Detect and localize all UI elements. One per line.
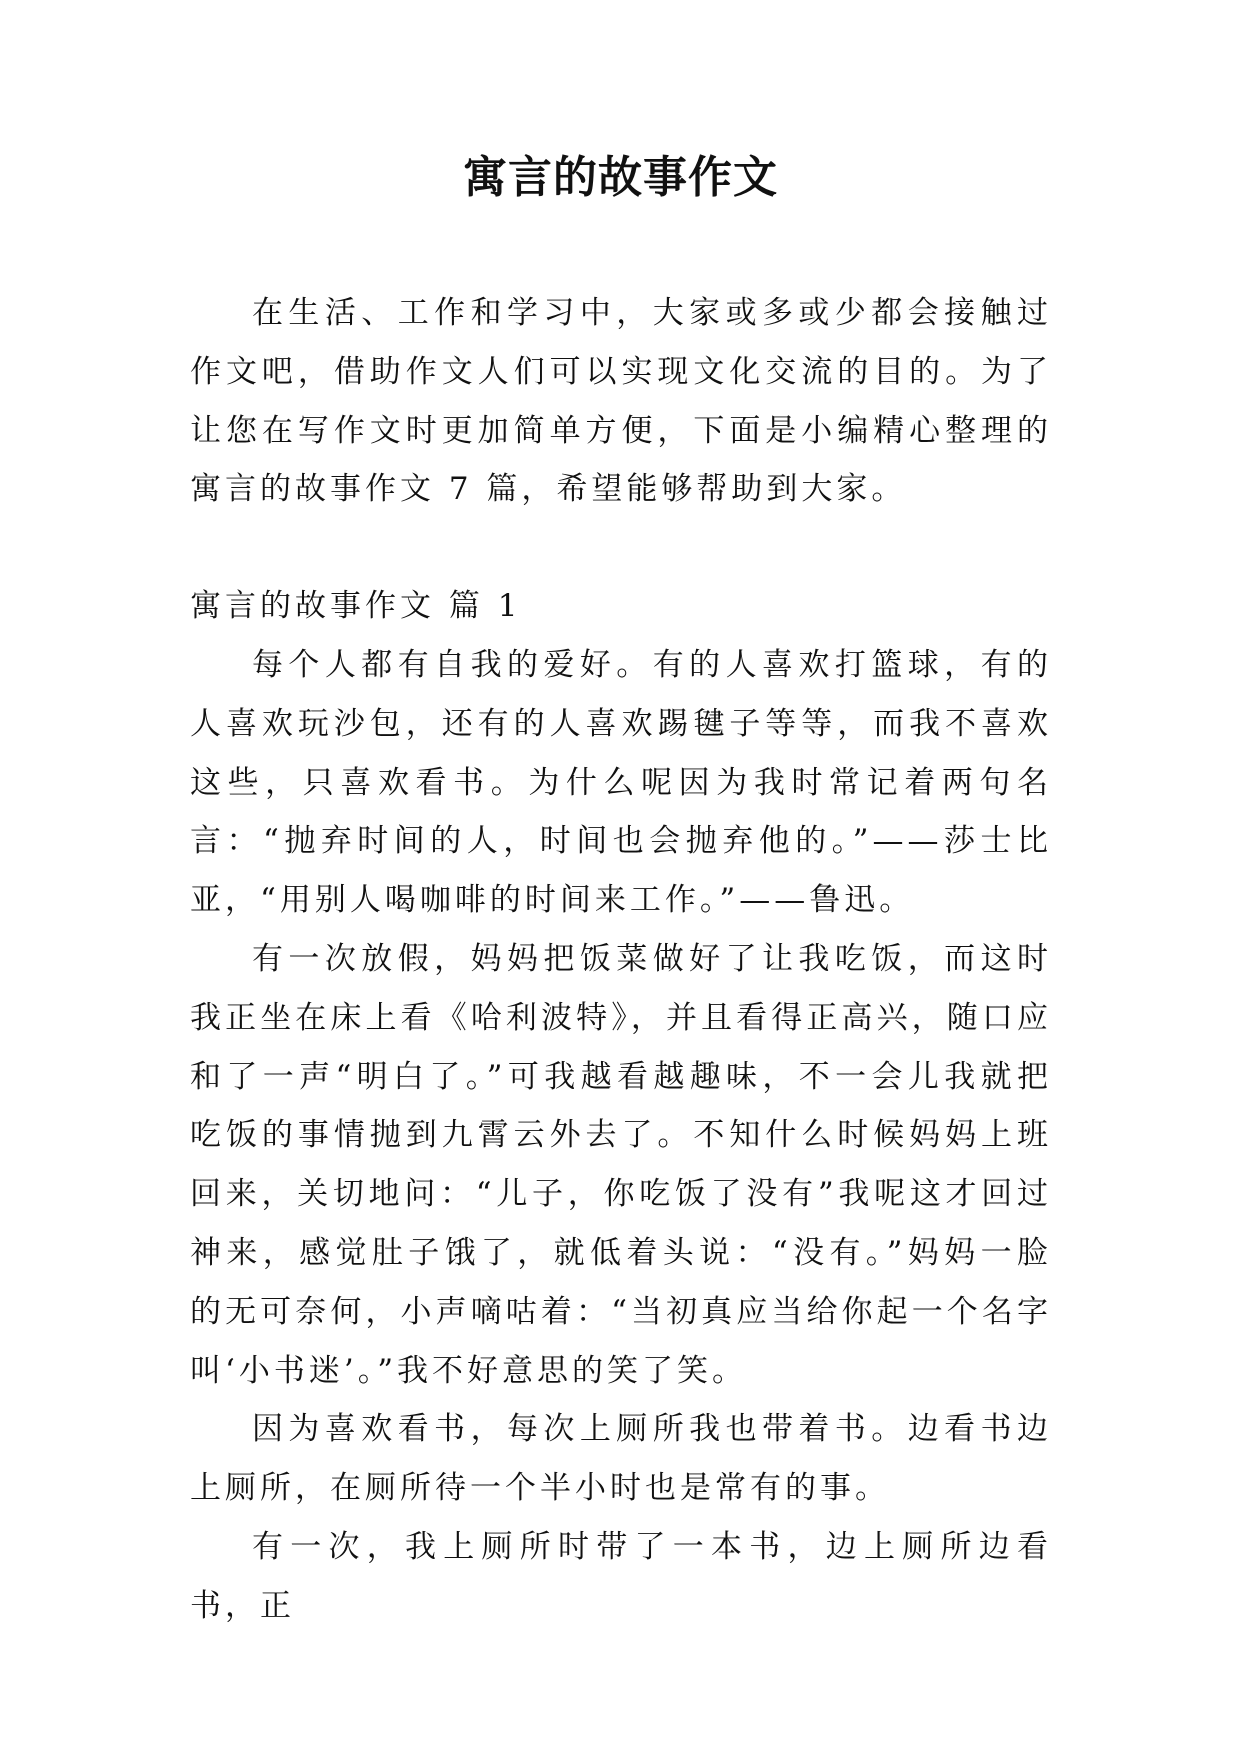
body-paragraph: 有一次，我上厕所时带了一本书，边上厕所边看书，正: [190, 1528, 1052, 1624]
body-paragraph: 有一次放假，妈妈把饭菜做好了让我吃饭，而这时我正坐在床上看《哈利波特》，并且看得正高兴，随口应和了一声“明白了。”可我越看越趣味，不一会儿我就把吃饭的事情抛到九霄云外去了。不知什么时候妈妈上班回来，关切地问：“儿子，你吃饭了没有”我呢这才回过神来，感觉肚子饿了，就低着头说：“没有。”妈妈一脸的无可奈何，小声嘀咕着：“当初真应当给你起一个名字叫‘小书迷’。”我不好意思的笑了笑。: [190, 940, 1052, 1389]
document-body: [190, 284, 1052, 1636]
document-title: 寓言的故事作文: [463, 152, 778, 203]
section-heading: 寓言的故事作文 篇 1: [190, 588, 522, 625]
body-paragraph: 因为喜欢看书，每次上厕所我也带着书。边看书边上厕所，在厕所待一个半小时也是常有的事。: [190, 1411, 1052, 1507]
intro-paragraph: 在生活、工作和学习中，大家或多或少都会接触过作文吧，借助作文人们可以实现文化交流的目的。为了让您在写作文时更加简单方便，下面是小编精心整理的寓言的故事作文 7 篇，希望能够帮助到大家。: [190, 295, 1052, 508]
body-paragraph: 每个人都有自我的爱好。有的人喜欢打篮球，有的人喜欢玩沙包，还有的人喜欢踢毽子等等，而我不喜欢这些，只喜欢看书。为什么呢因为我时常记着两句名言：“抛弃时间的人，时间也会抛弃他的。”——莎士比亚，“用别人喝咖啡的时间来工作。”——鲁迅。: [190, 646, 1052, 919]
